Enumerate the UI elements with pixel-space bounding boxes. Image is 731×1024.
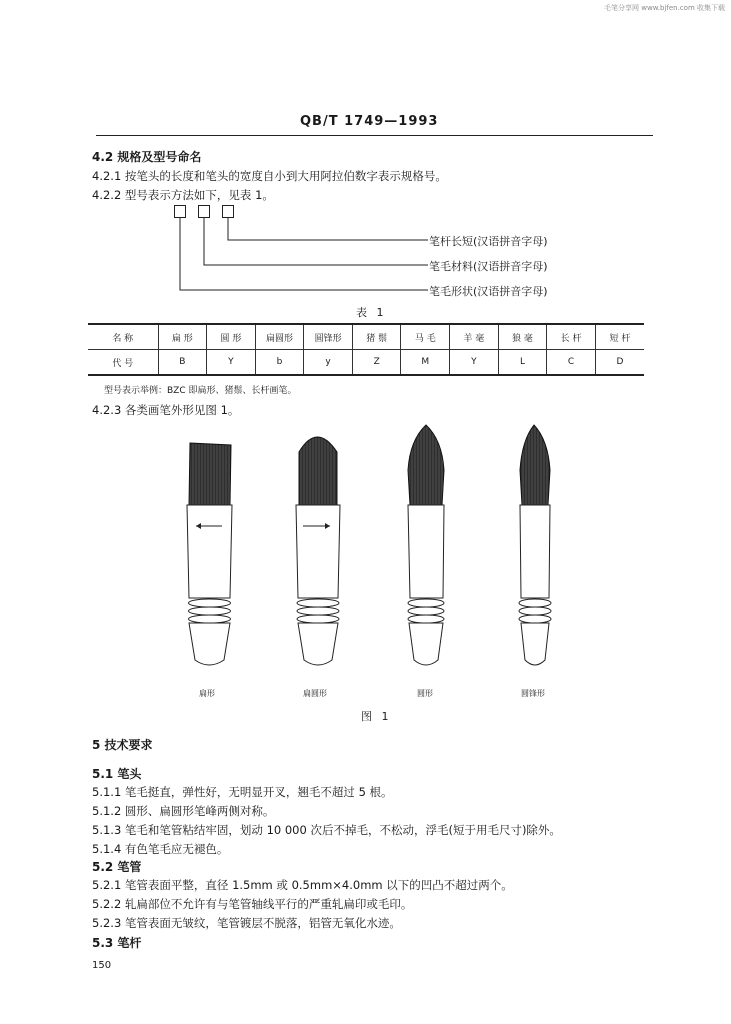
table-cell: 圆锋形 — [304, 324, 353, 350]
table-cell: 代 号 — [88, 350, 158, 376]
table-cell: Y — [207, 350, 256, 376]
table-cell: 羊 毫 — [450, 324, 499, 350]
flat-brush-illustration — [187, 443, 232, 665]
table-cell: 长 杆 — [547, 324, 596, 350]
table-cell: L — [498, 350, 547, 376]
figure-label-round: 圆形 — [417, 689, 433, 698]
table-cell: M — [401, 350, 450, 376]
table-cell: B — [158, 350, 207, 376]
clause-5-2-2: 5.2.2 轧扁部位不允许有与笔管轴线平行的严重轧扁印或毛印。 — [92, 897, 413, 911]
section-4-2-heading: 4.2 规格及型号命名 — [92, 150, 202, 164]
figure-label-flat-round: 扁圆形 — [303, 689, 327, 698]
table-cell: 名 称 — [88, 324, 158, 350]
clause-5-2-1: 5.2.1 笔管表面平整，直径 1.5mm 或 0.5mm×4.0mm 以下的凹凸不超过两个。 — [92, 878, 513, 892]
clause-5-1-4: 5.1.4 有色笔毛应无褪色。 — [92, 842, 229, 856]
table-cell: y — [304, 350, 353, 376]
clause-5-2-3: 5.2.3 笔管表面无皱纹，笔管镀层不脱落，铝管无氧化水迹。 — [92, 916, 401, 930]
clause-5-2: 5.2 笔管 — [92, 860, 142, 874]
clause-5-3: 5.3 笔杆 — [92, 936, 142, 950]
table-cell: 猪 鬃 — [352, 324, 401, 350]
model-label-handle-length: 笔杆长短(汉语拼音字母) — [429, 235, 548, 248]
table-cell: D — [595, 350, 644, 376]
page-number: 150 — [92, 960, 112, 971]
watermark: 毛笔分享网 www.bjfen.com 收集下载 — [604, 4, 725, 12]
table-cell: C — [547, 350, 596, 376]
clause-5-1-1: 5.1.1 笔毛挺直，弹性好，无明显开叉，翘毛不超过 5 根。 — [92, 785, 393, 799]
table-cell: b — [255, 350, 304, 376]
table-cell: 扁圆形 — [255, 324, 304, 350]
figure-label-flat: 扁形 — [199, 689, 215, 698]
table-1-caption: 表 1 — [356, 306, 387, 319]
table-cell: 扁 形 — [158, 324, 207, 350]
flat-round-brush-illustration — [296, 437, 340, 665]
figure-label-round-pointed: 圆锋形 — [521, 689, 545, 698]
round-brush-illustration — [408, 425, 444, 665]
clause-5-1: 5.1 笔头 — [92, 767, 142, 781]
table-cell: 圆 形 — [207, 324, 256, 350]
model-label-tip-shape: 笔毛形状(汉语拼音字母) — [429, 285, 548, 298]
table-cell: 马 毛 — [401, 324, 450, 350]
round-pointed-brush-illustration — [519, 425, 551, 665]
figure-1-caption: 图 1 — [361, 710, 392, 723]
table-cell: Y — [450, 350, 499, 376]
model-label-bristle-material: 笔毛材料(汉语拼音字母) — [429, 260, 548, 273]
table-cell: 狼 毫 — [498, 324, 547, 350]
clause-5-1-3: 5.1.3 笔毛和笔管粘结牢固，划动 10 000 次后不掉毛，不松动，浮毛(短于用毛尺寸)除外。 — [92, 823, 561, 837]
standard-code-header: QB/T 1749—1993 — [300, 114, 439, 129]
table-cell: 短 杆 — [595, 324, 644, 350]
table-1-note: 型号表示举例：BZC 即扁形、猪鬃、长杆画笔。 — [104, 386, 297, 396]
clause-5-1-2: 5.1.2 圆形、扁圆形笔峰两侧对称。 — [92, 804, 275, 818]
clause-4-2-2: 4.2.2 型号表示方法如下，见表 1。 — [92, 188, 274, 202]
table-cell: Z — [352, 350, 401, 376]
clause-4-2-3: 4.2.3 各类画笔外形见图 1。 — [92, 403, 240, 417]
clause-4-2-1: 4.2.1 按笔头的长度和笔头的宽度自小到大用阿拉伯数字表示规格号。 — [92, 169, 447, 183]
section-5-heading: 5 技术要求 — [92, 738, 153, 752]
